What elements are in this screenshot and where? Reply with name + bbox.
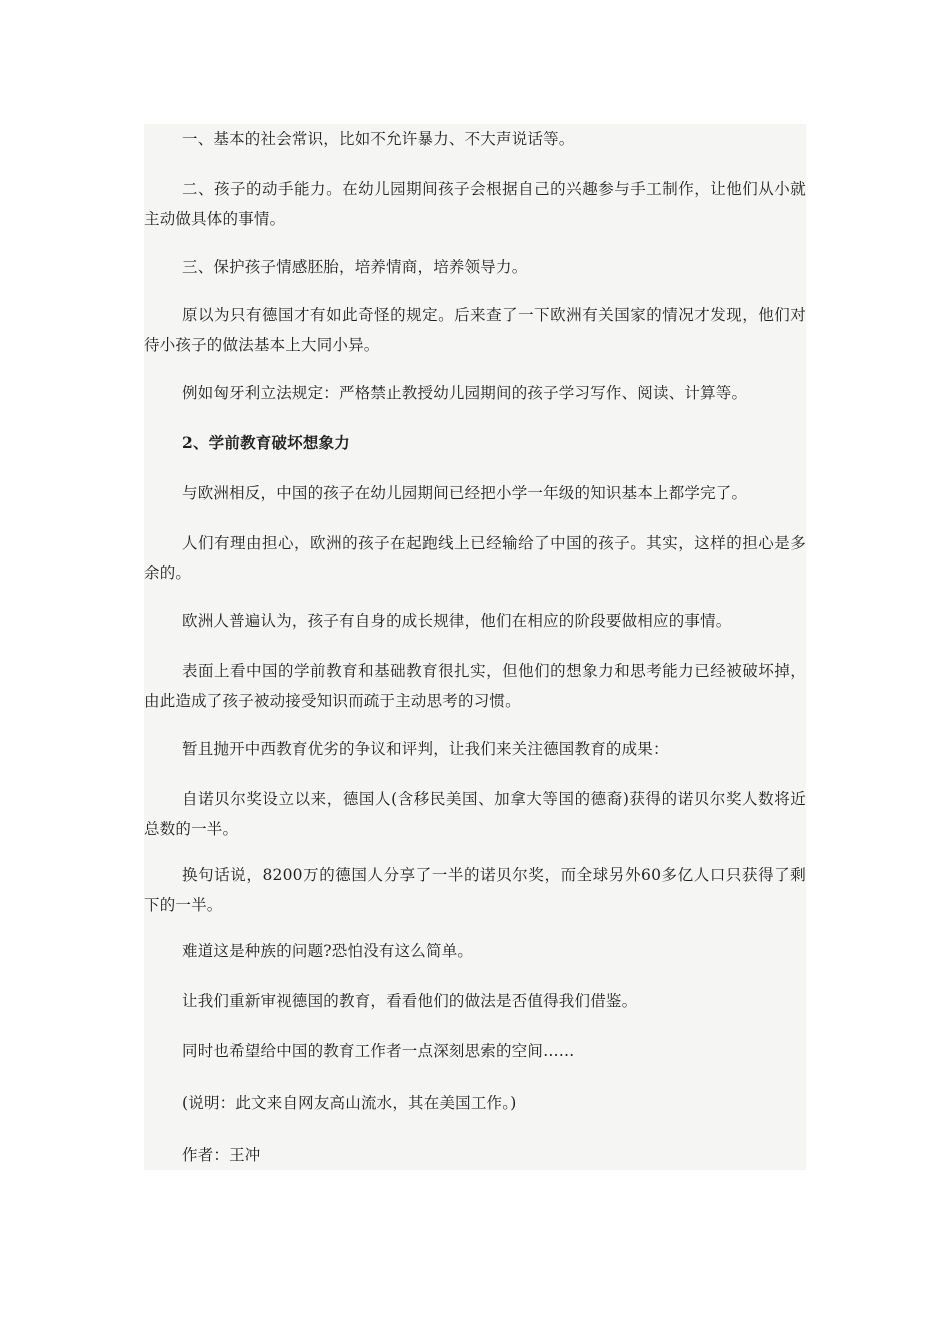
paragraph-note: (说明：此文来自网友高山流水，其在美国工作。): [182, 1094, 517, 1112]
paragraph-growth-rules: 欧洲人普遍认为，孩子有自身的成长规律，他们在相应的阶段要做相应的事情。: [182, 612, 732, 630]
paragraph-hope: 同时也希望给中国的教育工作者一点深刻思索的空间……: [182, 1042, 575, 1060]
paragraph-social-common-sense: 一、基本的社会常识，比如不允许暴力、不大声说话等。: [182, 130, 575, 148]
paragraph-german-results: 暂且抛开中西教育优劣的争议和评判，让我们来关注德国教育的成果：: [182, 740, 669, 758]
paragraph-nobel-prize: 自诺贝尔奖设立以来，德国人(含移民美国、加拿大等国的德裔)获得的诺贝尔奖人数将近总数的一半。: [144, 790, 806, 838]
paragraph-starting-line-worry: 人们有理由担心，欧洲的孩子在起跑线上已经输给了中国的孩子。其实，这样的担心是多余的。: [144, 534, 806, 582]
paragraph-emotional-protection: 三、保护孩子情感胚胎，培养情商，培养领导力。: [182, 258, 528, 276]
paragraph-hungary-law: 例如匈牙利立法规定：严格禁止教授幼儿园期间的孩子学习写作、阅读、计算等。: [182, 384, 748, 402]
paragraph-in-other-words: 换句话说，8200万的德国人分享了一半的诺贝尔奖，而全球另外60多亿人口只获得了剩下的一半。: [144, 866, 806, 914]
paragraph-china-preschool: 与欧洲相反，中国的孩子在幼儿园期间已经把小学一年级的知识基本上都学完了。: [182, 484, 748, 502]
paragraph-hands-on-ability: 二、孩子的动手能力。在幼儿园期间孩子会根据自己的兴趣参与手工制作，让他们从小就主动做具体的事情。: [144, 180, 806, 228]
article-body: [144, 124, 806, 1170]
paragraph-imagination-damaged: 表面上看中国的学前教育和基础教育很扎实，但他们的想象力和思考能力已经被破坏掉，由此造成了孩子被动接受知识而疏于主动思考的习惯。: [144, 662, 806, 710]
paragraph-europe-comparison: 原以为只有德国才有如此奇怪的规定。后来查了一下欧洲有关国家的情况才发现，他们对待小孩子的做法基本上大同小异。: [144, 306, 806, 354]
paragraph-reexamine: 让我们重新审视德国的教育，看看他们的做法是否值得我们借鉴。: [182, 992, 638, 1010]
section-heading: 2、学前教育破坏想象力: [182, 433, 350, 452]
paragraph-author: 作者：王冲: [182, 1146, 261, 1164]
paragraph-race-question: 难道这是种族的问题?恐怕没有这么简单。: [182, 942, 474, 960]
